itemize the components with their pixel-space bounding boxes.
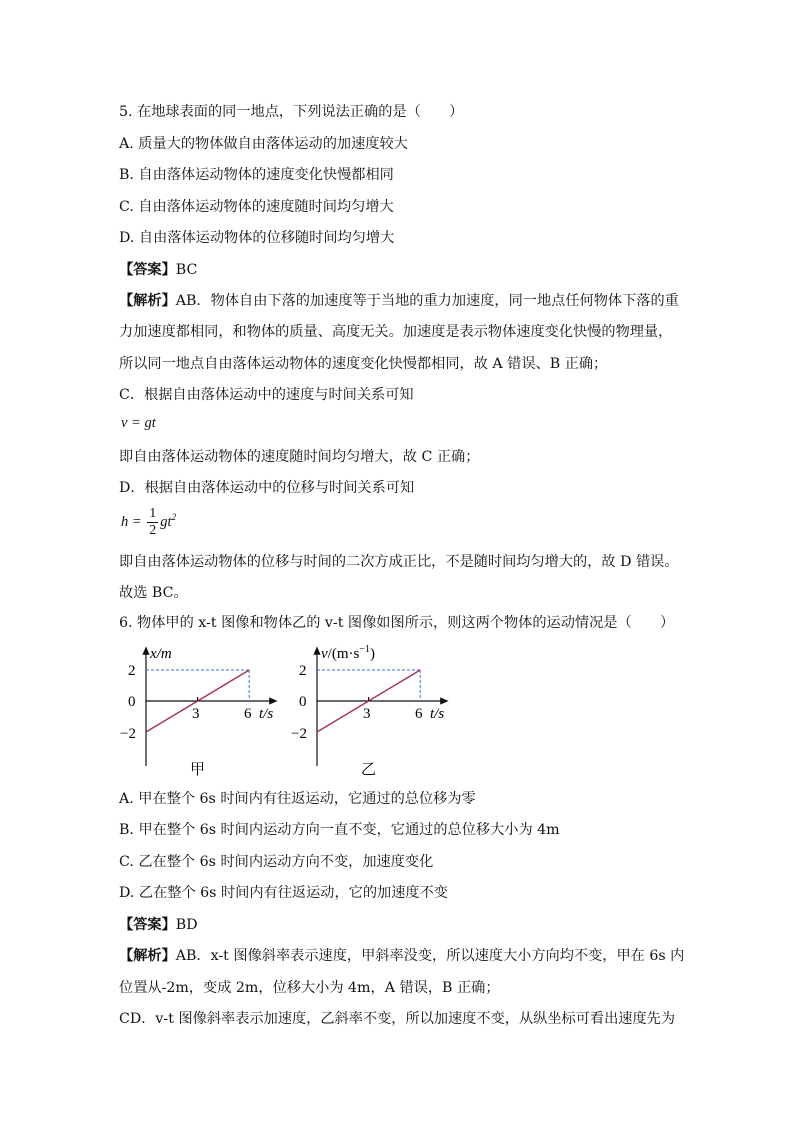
y-tick-label-neg2: −2 xyxy=(120,726,136,742)
x-axis-label: t/s xyxy=(430,706,445,722)
y-axis-label: x/m xyxy=(150,646,172,662)
y-tick-label-0: 0 xyxy=(299,694,307,710)
graph-caption: 甲 xyxy=(190,762,206,778)
graph-yi xyxy=(283,640,463,780)
q5-stem: 5. 在地球表面的同一地点，下列说法正确的是（ ） xyxy=(119,104,464,120)
q5-d-intro: D．根据自由落体运动中的位移与时间关系可知 xyxy=(119,480,415,496)
q5-after-h: 即自由落体运动物体的位移与时间的二次方成正比，不是随时间均匀增大的，故 D 错误。 xyxy=(119,554,679,570)
fraction-numerator: 1 xyxy=(149,506,157,521)
q5-analysis-line-4: C．根据自由落体运动中的速度与时间关系可知 xyxy=(119,387,414,403)
y-tick-label-2: 2 xyxy=(299,663,307,679)
formula-h-exponent: 2 xyxy=(171,512,177,522)
x-tick-label-3: 3 xyxy=(363,706,371,722)
q6-analysis-line-3: CD．v-t 图像斜率表示加速度，乙斜率不变，所以加速度不变，从纵坐标可看出速度先为 xyxy=(119,1011,676,1027)
q6-analysis-line-2: 位置从-2m，变成 2m，位移大小为 4m，A 错误，B 正确； xyxy=(119,980,500,996)
q5-option-d: D. 自由落体运动物体的位移随时间均匀增大 xyxy=(119,230,395,246)
analysis-tag: 【解析】 xyxy=(119,948,176,964)
formula-v-gt: v = gt xyxy=(121,415,156,431)
analysis-text: AB．物体自由下落的加速度等于当地的重力加速度，同一地点任何物体下落的重 xyxy=(175,293,679,309)
q5-analysis-line-3: 所以同一地点自由落体运动物体的速度变化快慢都相同，故 A 错误、B 正确； xyxy=(119,356,608,372)
y-axis-label-exponent: −1 xyxy=(359,644,370,655)
x-tick-label-3: 3 xyxy=(192,706,200,722)
q5-analysis-line-1 xyxy=(119,292,679,310)
answer-value: BC xyxy=(175,262,198,278)
q5-conclusion: 故选 BC。 xyxy=(119,585,188,601)
q6-option-b: B. 甲在整个 6s 时间内运动方向一直不变，它通过的总位移大小为 4m xyxy=(119,822,560,838)
x-tick-label-6: 6 xyxy=(244,706,252,722)
q6-stem: 6. 物体甲的 x-t 图像和物体乙的 v-t 图像如图所示，则这两个物体的运动情况是（ ） xyxy=(119,615,675,631)
q6-option-a: A. 甲在整个 6s 时间内有往返运动，它通过的总位移为零 xyxy=(119,791,476,807)
fraction-one-half xyxy=(147,506,158,539)
y-axis-label: $v/(m\cdot s^{-1})$ xyxy=(321,644,375,662)
graph-jia xyxy=(112,640,292,780)
q5-analysis-line-2: 力加速度都相同，和物体的质量、高度无关。加速度是表示物体速度变化快慢的物理量， xyxy=(119,324,673,340)
q5-after-v: 即自由落体运动物体的速度随时间均匀增大，故 C 正确； xyxy=(119,449,480,465)
analysis-tag: 【解析】 xyxy=(119,293,176,309)
q5-answer xyxy=(119,261,197,279)
q5-option-b: B. 自由落体运动物体的速度变化快慢都相同 xyxy=(119,167,394,183)
q6-answer xyxy=(119,916,198,934)
x-tick-label-6: 6 xyxy=(415,706,423,722)
q6-option-c: C. 乙在整个 6s 时间内运动方向不变，加速度变化 xyxy=(119,854,434,870)
formula-h xyxy=(121,506,176,539)
formula-h-left: h = xyxy=(121,513,142,530)
q5-option-c: C. 自由落体运动物体的速度随时间均匀增大 xyxy=(119,199,394,215)
analysis-text: AB．x-t 图像斜率表示速度，甲斜率没变，所以速度大小方向均不变，甲在 6s 内 xyxy=(175,948,685,964)
graph-caption: 乙 xyxy=(361,762,377,778)
x-axis-label: t/s xyxy=(259,706,274,722)
answer-value: BD xyxy=(175,917,198,933)
fraction-denominator: 2 xyxy=(149,523,157,538)
q6-option-d: D. 乙在整个 6s 时间内有往返运动，它的加速度不变 xyxy=(119,885,448,901)
q6-analysis-line-1 xyxy=(119,947,684,965)
y-tick-label-2: 2 xyxy=(128,663,136,679)
answer-tag: 【答案】 xyxy=(119,262,176,278)
y-tick-label-0: 0 xyxy=(128,694,136,710)
formula-h-right: gt xyxy=(160,513,172,530)
y-axis-label-end: ) xyxy=(369,646,375,662)
y-tick-label-neg2: −2 xyxy=(291,726,307,742)
answer-tag: 【答案】 xyxy=(119,917,176,933)
q5-option-a: A. 质量大的物体做自由落体运动的加速度较大 xyxy=(119,136,408,152)
